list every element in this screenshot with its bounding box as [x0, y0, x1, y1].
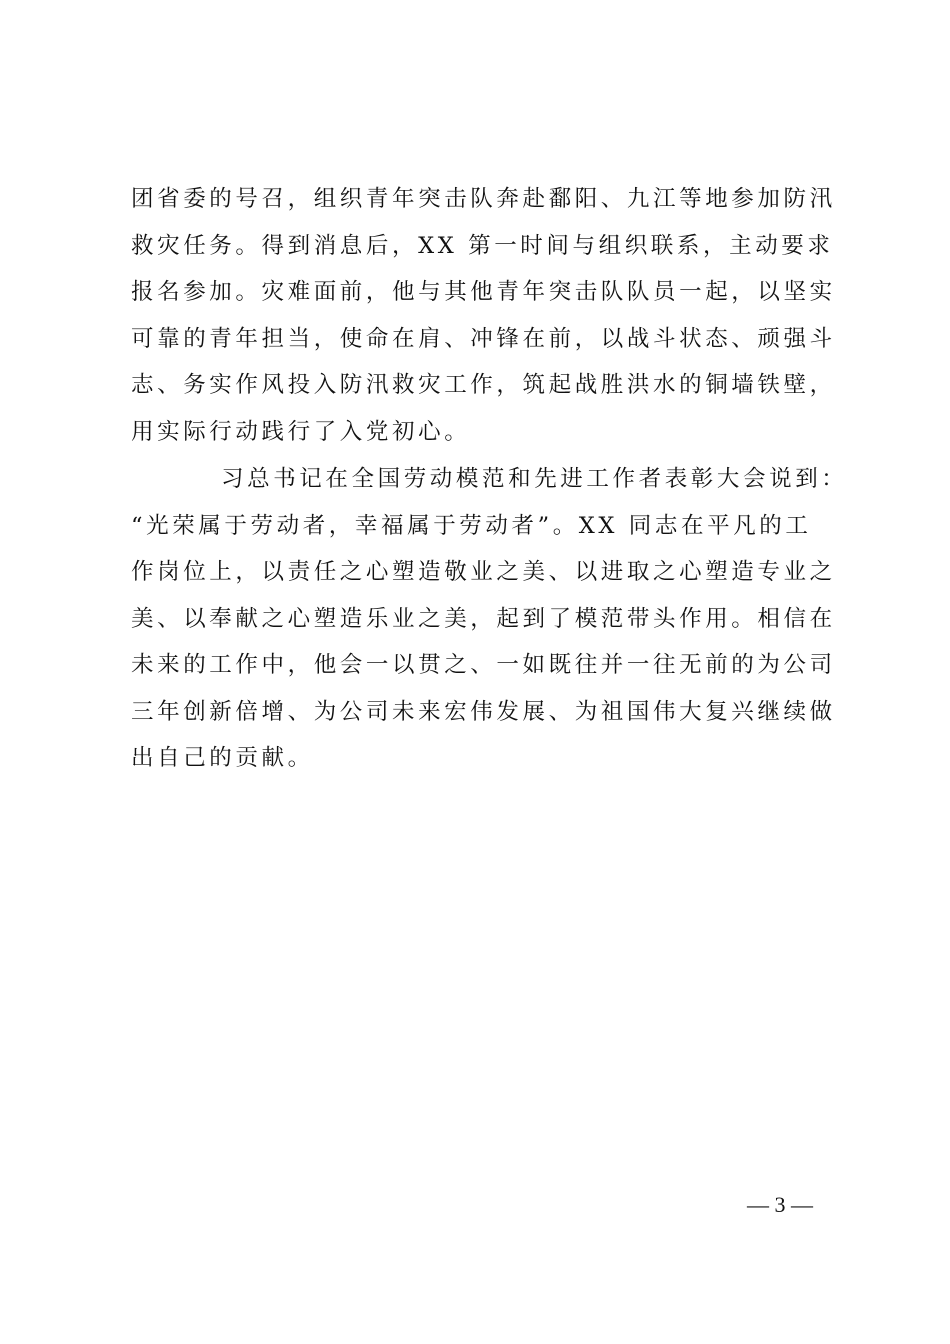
paragraph-line: 未来的工作中，他会一以贯之、一如既往并一往无前的为公司 [131, 652, 836, 678]
paragraph-line: 美、以奉献之心塑造乐业之美，起到了模范带头作用。相信在 [131, 605, 836, 632]
paragraph-line: 出自己的贡献。 [131, 745, 314, 771]
paragraph-line: 用实际行动践行了入党初心。 [131, 418, 471, 445]
paragraph-line: 团省委的号召，组织青年突击队奔赴鄱阳、九江等地参加防汛 [131, 186, 836, 212]
paragraph-line: 救灾任务。得到消息后，XX 第一时间与组织联系，主动要求 [131, 232, 834, 259]
paragraph-line: 报名参加。灾难面前，他与其他青年突击队队员一起，以坚实 [131, 279, 836, 305]
paragraph-2 [131, 456, 848, 782]
paragraph-line: 志、务实作风投入防汛救灾工作，筑起战胜洪水的铜墙铁壁， [131, 372, 836, 398]
paragraph-line: “光荣属于劳动者，幸福属于劳动者”。XX 同志在平凡的工 [131, 512, 812, 539]
paragraph-1 [131, 176, 836, 455]
page-number: — 3 — [747, 1192, 813, 1217]
paragraph-line: 可靠的青年担当，使命在肩、冲锋在前，以战斗状态、顽强斗 [131, 325, 836, 352]
paragraph-line: 三年创新倍增、为公司未来宏伟发展、为祖国伟大复兴继续做 [131, 698, 836, 725]
paragraph-line: 习总书记在全国劳动模范和先进工作者表彰大会说到： [221, 466, 848, 492]
paragraph-line: 作岗位上，以责任之心塑造敬业之美、以进取之心塑造专业之 [131, 559, 836, 585]
